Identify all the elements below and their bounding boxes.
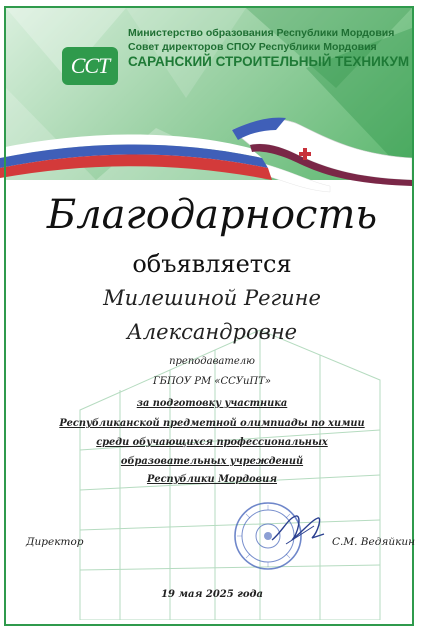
college-logo: ССТ [62, 47, 118, 85]
recipient-position: преподавателю [169, 356, 255, 367]
issue-date: 19 мая 2025 года [161, 589, 263, 600]
recipient-surname-name: Милешиной Регине [103, 286, 321, 310]
signatory-role: Директор [26, 536, 84, 548]
director-signature [268, 510, 328, 550]
college-name: САРАНСКИЙ СТРОИТЕЛЬНЫЙ ТЕХНИКУМ [128, 54, 410, 69]
reason-line: за подготовку участника [136, 398, 288, 409]
signatory-name: С.М. Ведяйкин [332, 536, 416, 548]
reason-line: Республиканской предметной олимпиады по химии [59, 418, 365, 429]
reason-line: среди обучающихся профессиональных [96, 437, 328, 448]
ministry-name: Министерство образования Республики Мордовия [128, 27, 395, 39]
reason-line: Республики Мордовия [146, 474, 277, 485]
green-frame [4, 6, 414, 626]
reason-line: образовательных учреждений [120, 456, 304, 467]
certificate-title: Благодарность [46, 192, 378, 238]
council-name: Совет директоров СПОУ Республики Мордовия [128, 41, 377, 53]
certificate-subtitle: объявляется [132, 250, 292, 278]
recipient-organization: ГБПОУ РМ «ССУиПТ» [152, 376, 272, 387]
recipient-patronymic: Александровне [126, 320, 298, 344]
